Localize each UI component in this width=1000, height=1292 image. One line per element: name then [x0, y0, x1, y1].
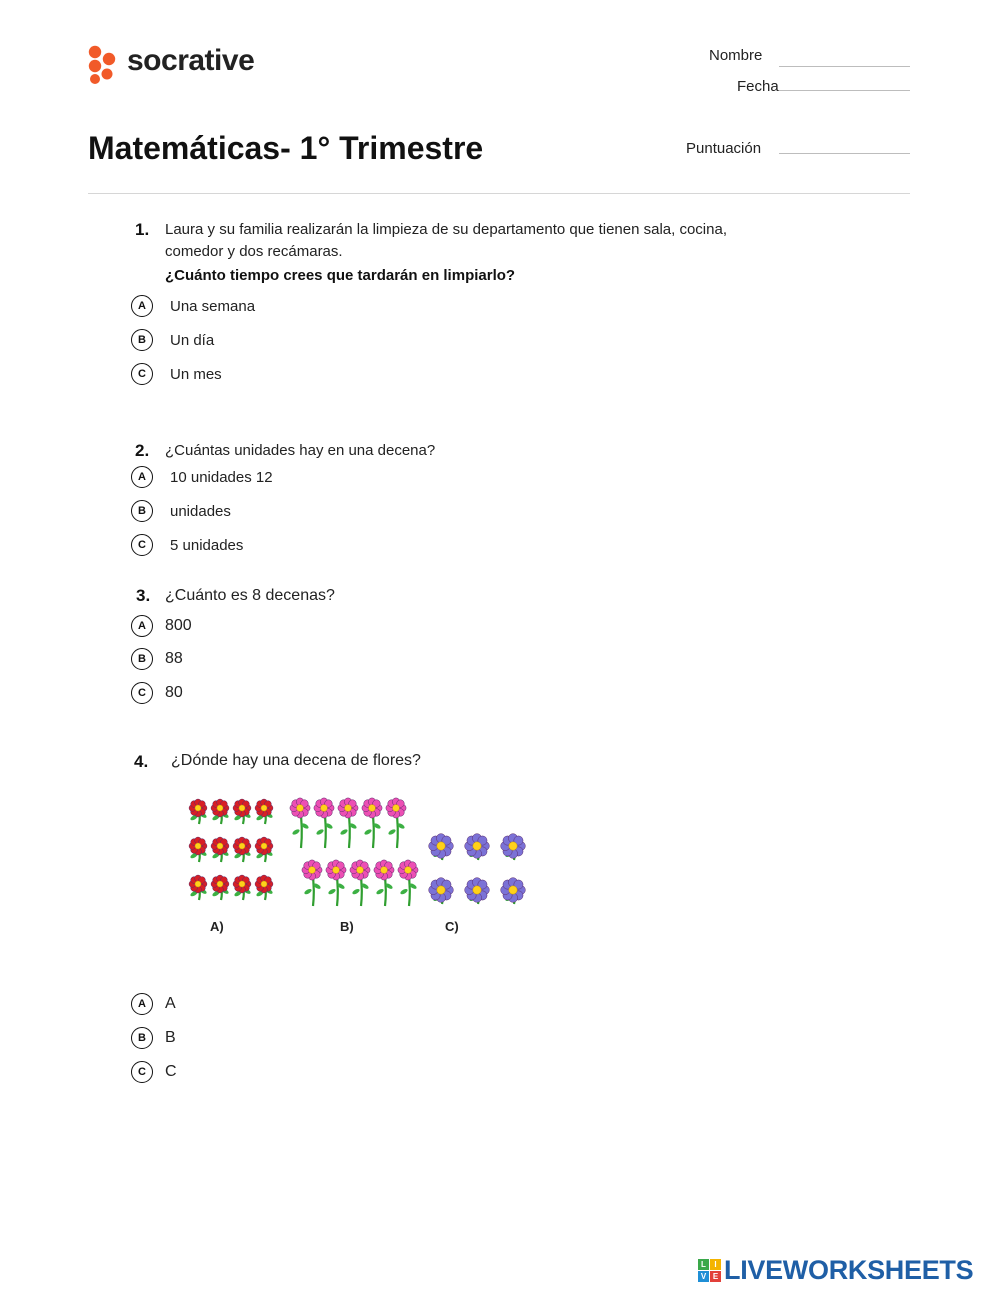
flower-a — [189, 837, 207, 862]
badge-letter: V — [698, 1271, 709, 1282]
flower-a — [211, 875, 229, 900]
q2-option-a[interactable] — [131, 466, 273, 488]
option-text: C — [165, 1063, 177, 1080]
badge-letter: I — [710, 1259, 721, 1270]
badge-letter: E — [710, 1271, 721, 1282]
option-letter: B — [131, 500, 153, 522]
option-letter: A — [131, 993, 153, 1015]
option-text: 10 unidades 12 — [170, 468, 273, 486]
date-label: Fecha — [737, 78, 779, 95]
option-letter: B — [131, 648, 153, 670]
flower-b — [338, 798, 358, 848]
badge-letter: L — [698, 1259, 709, 1270]
option-letter: C — [131, 534, 153, 556]
flower-a — [233, 837, 251, 862]
flowers-illustration — [180, 790, 540, 940]
liveworksheets-logo — [698, 1255, 973, 1286]
question-text-line2: comedor y dos recámaras. — [165, 243, 343, 260]
question-text: ¿Dónde hay una decena de flores? — [171, 752, 421, 769]
flower-group-b — [290, 798, 418, 906]
question-number: 3. — [136, 586, 151, 605]
header-divider — [88, 193, 910, 194]
question-text: ¿Cuánto es 8 decenas? — [165, 587, 335, 604]
flower-a — [255, 837, 273, 862]
name-label: Nombre — [709, 47, 763, 64]
figure-label-c: C) — [445, 919, 459, 934]
flower-b — [314, 798, 334, 848]
q1-option-c[interactable] — [131, 363, 222, 385]
question-number: 2. — [135, 441, 150, 460]
brand-name: socrative — [127, 44, 255, 77]
flower-c — [501, 878, 526, 904]
flower-c — [429, 834, 454, 860]
flower-b — [326, 860, 346, 906]
option-text: Un día — [170, 331, 215, 349]
option-letter: C — [131, 1061, 153, 1083]
flower-b — [290, 798, 310, 848]
option-letter: A — [131, 615, 153, 637]
score-field[interactable] — [779, 153, 910, 154]
score-label: Puntuación — [686, 140, 762, 157]
q1-option-b[interactable] — [131, 329, 214, 351]
option-text: 80 — [165, 684, 183, 701]
flowers-figure — [180, 790, 540, 940]
flower-a — [211, 799, 229, 824]
flower-b — [302, 860, 322, 906]
option-letter: A — [131, 466, 153, 488]
option-text: B — [165, 1029, 176, 1046]
option-text: Una semana — [170, 297, 256, 315]
flower-a — [189, 875, 207, 900]
flower-c — [501, 834, 526, 860]
q4-option-c[interactable] — [131, 1061, 177, 1083]
name-field[interactable] — [779, 66, 910, 67]
option-text: Un mes — [170, 365, 222, 383]
option-letter: C — [131, 363, 153, 385]
option-letter: A — [131, 295, 153, 317]
option-text: unidades — [170, 502, 231, 520]
option-letter: B — [131, 329, 153, 351]
q3-option-b[interactable] — [131, 648, 183, 670]
figure-label-a: A) — [210, 919, 224, 934]
flower-c — [465, 834, 490, 860]
flower-a — [211, 837, 229, 862]
question-number: 1. — [135, 220, 150, 239]
liveworksheets-wordmark: LIVEWORKSHEETS — [724, 1255, 974, 1285]
question-text-line1: Laura y su familia realizarán la limpieza de su departamento que tienen sala, cocina, — [165, 221, 727, 238]
option-text: 5 unidades — [170, 536, 244, 554]
q1-option-a[interactable] — [131, 295, 255, 317]
date-field[interactable] — [779, 90, 910, 91]
flower-b — [398, 860, 418, 906]
option-text: 88 — [165, 650, 183, 667]
flower-group-a — [189, 799, 273, 900]
option-text: 800 — [165, 617, 192, 634]
option-letter: C — [131, 682, 153, 704]
flower-b — [374, 860, 394, 906]
q4-option-b[interactable] — [131, 1027, 176, 1049]
flower-b — [350, 860, 370, 906]
figure-label-b: B) — [340, 919, 354, 934]
flower-a — [255, 875, 273, 900]
q4-option-a[interactable] — [131, 993, 176, 1015]
q3-option-a[interactable] — [131, 615, 192, 637]
flower-c — [465, 878, 490, 904]
flower-a — [233, 799, 251, 824]
q3-option-c[interactable] — [131, 682, 183, 704]
page-title: Matemáticas- 1° Trimestre — [88, 130, 484, 166]
option-text: A — [165, 995, 176, 1012]
flower-a — [233, 875, 251, 900]
flower-group-c — [429, 834, 526, 904]
flower-c — [429, 878, 454, 904]
question-prompt: ¿Cuánto tiempo crees que tardarán en limpiarlo? — [165, 267, 516, 284]
flower-b — [386, 798, 406, 848]
option-letter: B — [131, 1027, 153, 1049]
q2-option-b[interactable] — [131, 500, 231, 522]
flower-b — [362, 798, 382, 848]
socrative-hexagon-icon — [86, 44, 120, 84]
question-number: 4. — [134, 752, 149, 771]
liveworksheets-badge-icon — [698, 1259, 721, 1282]
flower-a — [189, 799, 207, 824]
q2-option-c[interactable] — [131, 534, 243, 556]
question-text: ¿Cuántas unidades hay en una decena? — [165, 442, 436, 459]
flower-a — [255, 799, 273, 824]
